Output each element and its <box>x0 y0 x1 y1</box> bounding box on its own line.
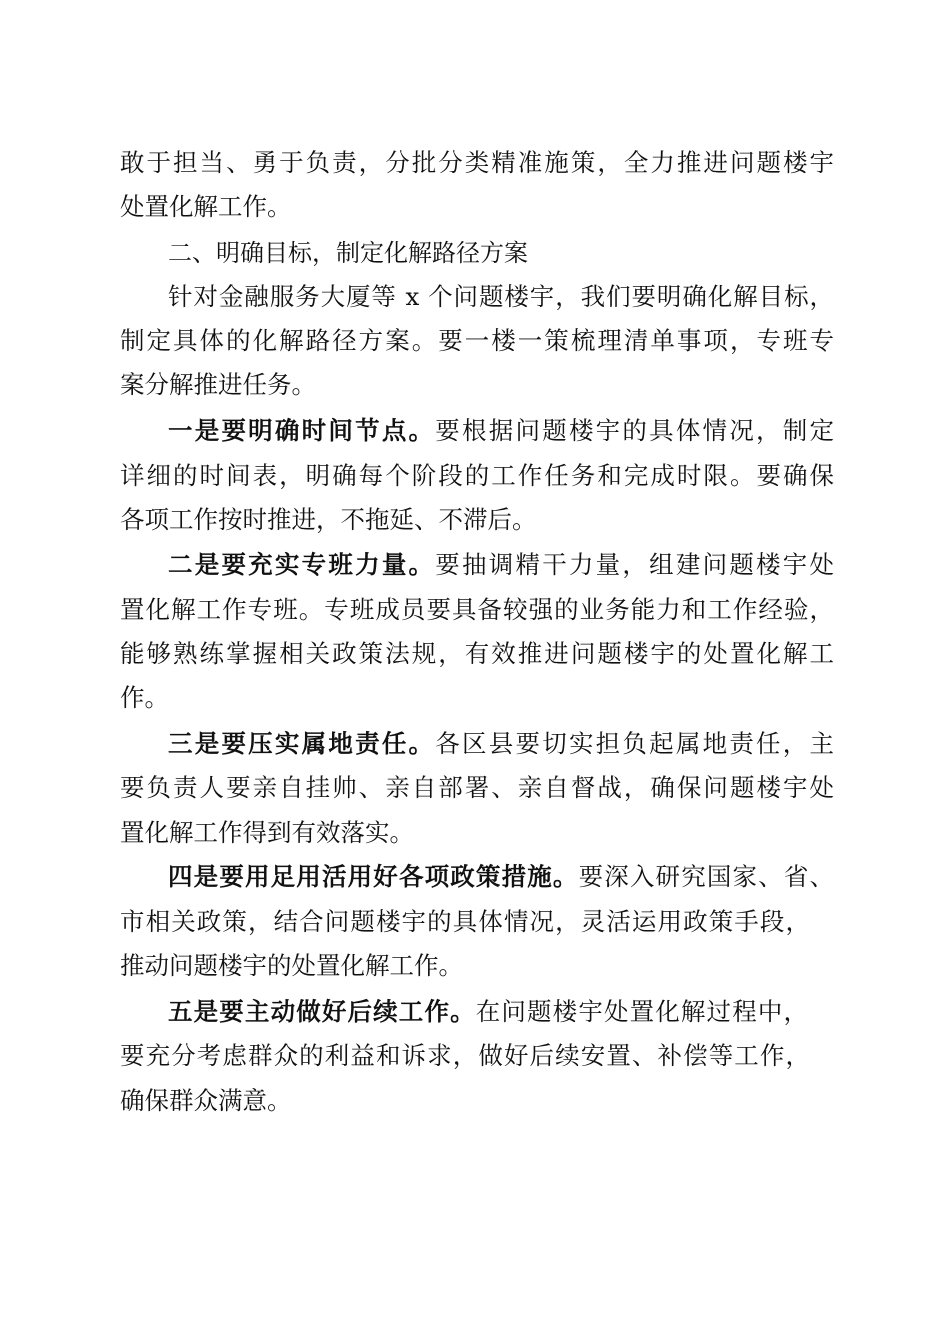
paragraph-line: 确保群众满意。 <box>120 1086 292 1115</box>
paragraph-line: 详细的时间表，明确每个阶段的工作任务和完成时限。要确保 <box>120 461 834 490</box>
paragraph-line: 制定具体的化解路径方案。要一楼一策梳理清单事项，专班专 <box>120 326 834 355</box>
paragraph-line: 各项工作按时推进，不拖延、不滞后。 <box>120 505 537 534</box>
paragraph-line: 能够熟练掌握相关政策法规，有效推进问题楼宇的处置化解工 <box>120 639 834 668</box>
paragraph-line: 市相关政策，结合问题楼宇的具体情况，灵活运用政策手段， <box>120 907 810 936</box>
list-item-first-line: 二是要充实专班力量。要抽调精干力量，组建问题楼宇处 <box>168 550 835 579</box>
item-lead: 二是要充实专班力量。 <box>168 550 436 579</box>
item-lead: 三是要压实属地责任。 <box>168 729 436 758</box>
paragraph-line: 要充分考虑群众的利益和诉求，做好后续安置、补偿等工作， <box>120 1041 810 1070</box>
section-heading: 二、明确目标，制定化解路径方案 <box>168 239 528 267</box>
item-lead: 五是要主动做好后续工作。 <box>168 997 476 1026</box>
item-lead: 四是要用足用活用好各项政策措施。 <box>168 862 579 891</box>
list-item-first-line: 四是要用足用活用好各项政策措施。要深入研究国家、省、 <box>168 862 835 891</box>
paragraph-line: 针对金融服务大厦等 x 个问题楼宇，我们要明确化解目标， <box>168 282 834 311</box>
list-item-first-line: 五是要主动做好后续工作。在问题楼宇处置化解过程中， <box>168 997 808 1026</box>
item-lead: 一是要明确时间节点。 <box>168 416 436 445</box>
paragraph-line: 置化解工作专班。专班成员要具备较强的业务能力和工作经验， <box>120 595 834 624</box>
paragraph-line: 处置化解工作。 <box>120 192 292 221</box>
paragraph-line: 要负责人要亲自挂帅、亲自部署、亲自督战，确保问题楼宇处 <box>120 773 834 802</box>
paragraph-line: 案分解推进任务。 <box>120 370 316 399</box>
paragraph-line: 推动问题楼宇的处置化解工作。 <box>120 951 463 980</box>
list-item-first-line: 一是要明确时间节点。要根据问题楼宇的具体情况，制定 <box>168 416 835 445</box>
paragraph-line: 置化解工作得到有效落实。 <box>120 818 414 847</box>
paragraph-line: 作。 <box>120 683 169 712</box>
paragraph-line: 敢于担当、勇于负责，分批分类精准施策，全力推进问题楼宇 <box>120 148 834 177</box>
list-item-first-line: 三是要压实属地责任。各区县要切实担负起属地责任，主 <box>168 729 835 758</box>
